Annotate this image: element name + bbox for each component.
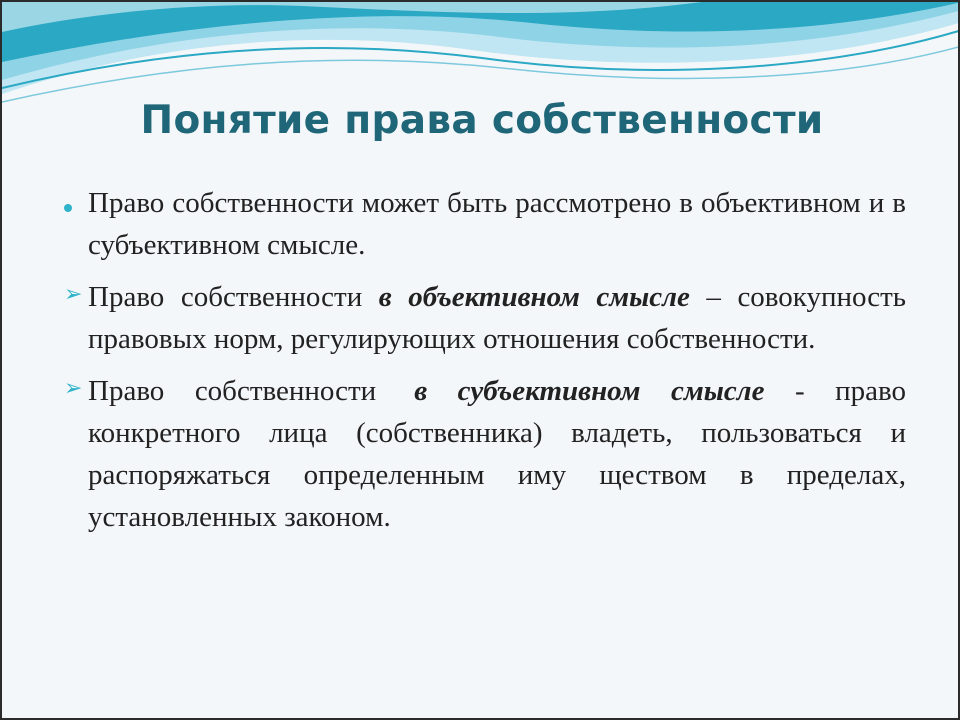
item-lead: Право собственности bbox=[88, 281, 363, 313]
item-paragraph bbox=[88, 370, 906, 538]
item-text: Право собственности может быть рассмотрено в объективном и в субъективном смысле. bbox=[88, 187, 906, 261]
arrow-chevron-icon: ➢ bbox=[64, 376, 83, 401]
list-item bbox=[64, 276, 906, 360]
item-emphasis: в объективном смысле bbox=[378, 281, 690, 313]
item-rest: – совокупность правовых норм, регулирующих отношения собственности. bbox=[88, 281, 907, 355]
header-wave-decoration bbox=[2, 2, 960, 112]
item-rest: - право конкретного лица (собственника) владеть, пользоваться и распоряжаться определенным иму ществом в пределах, установленных законом. bbox=[88, 375, 907, 533]
bullet-dot-icon bbox=[64, 182, 72, 224]
arrow-chevron-icon: ➢ bbox=[64, 282, 83, 307]
list-item bbox=[64, 182, 906, 266]
item-emphasis: в субъективном смысле bbox=[414, 375, 765, 407]
list-item bbox=[64, 370, 906, 538]
item-lead: Право собственности bbox=[88, 375, 377, 407]
item-paragraph bbox=[88, 276, 906, 360]
slide-content bbox=[64, 182, 906, 548]
slide-title: Понятие права собственности bbox=[140, 98, 824, 143]
